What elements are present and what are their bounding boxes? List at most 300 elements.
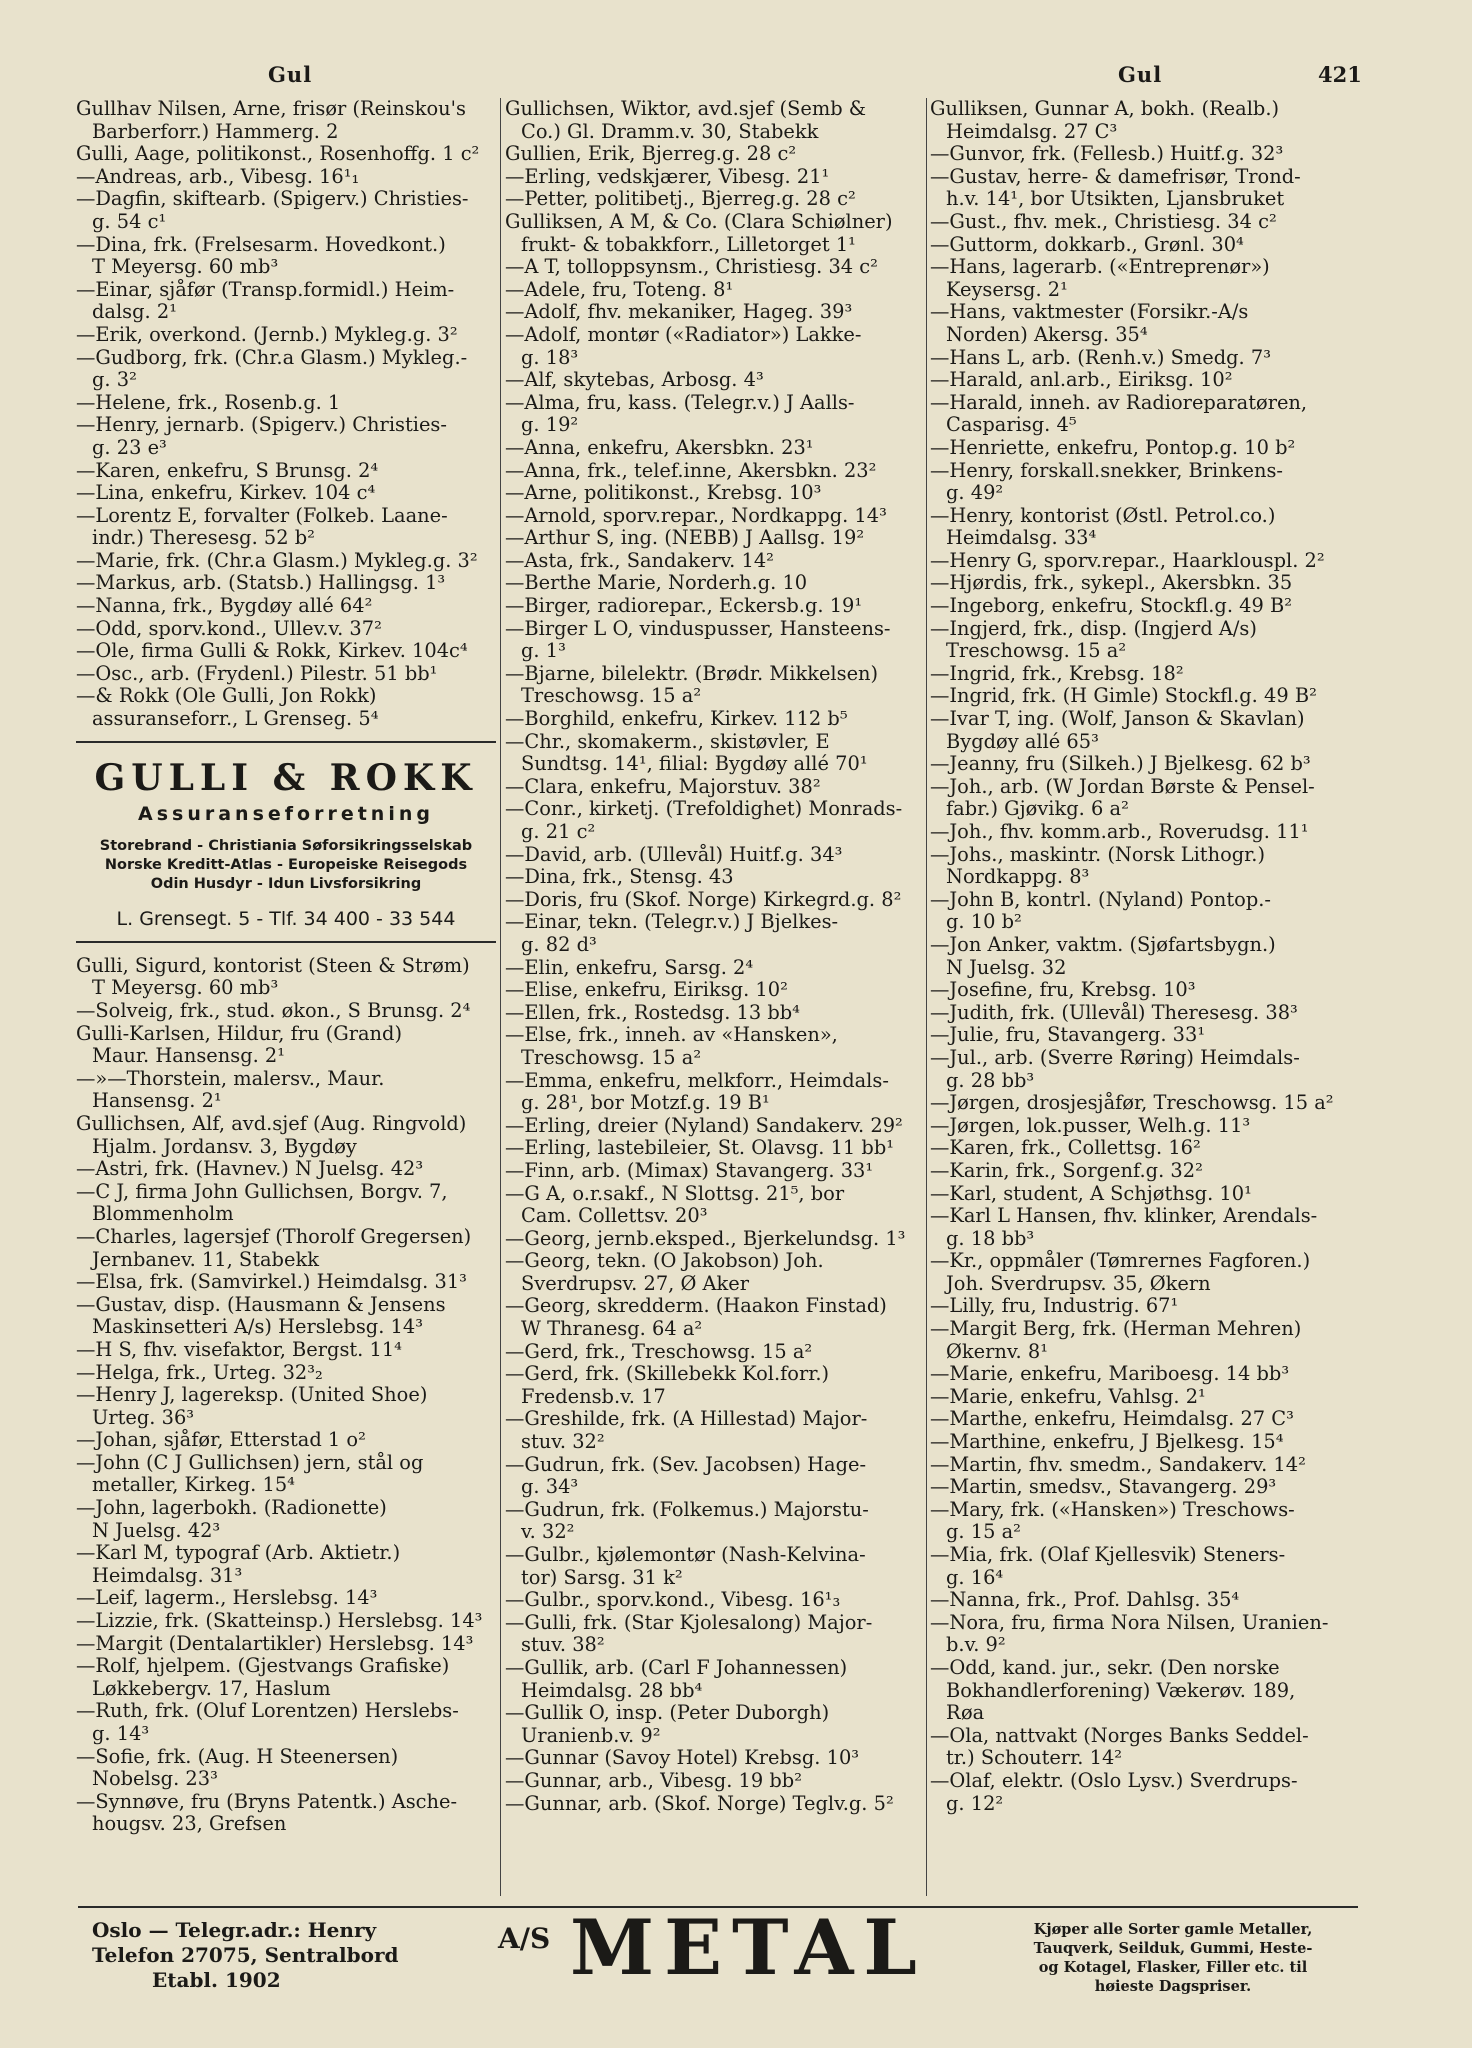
entry-line: —Gunnar (Savoy Hotel) Krebsg. 10³ (505, 1746, 860, 1770)
entry-line: Gullichsen, Wiktor, avd.sjef (Semb & (505, 97, 867, 120)
entry-continuation: Barberforr.) Hammerg. 2 (92, 119, 339, 143)
entry-line: —Ivar T, ing. (Wolf, Janson & Skavlan) (930, 707, 1305, 731)
entry-line: —Ellen, frk., Rostedsg. 13 bb⁴ (505, 1000, 800, 1024)
directory-entry (76, 1587, 496, 1610)
directory-entry (930, 166, 1348, 211)
entry-continuation: g. 19² (521, 413, 579, 437)
directory-entry (505, 98, 925, 143)
entry-continuation: g. 28 bb³ (946, 1068, 1035, 1092)
entry-line: —»—Thorstein, malersv., Maur. (76, 1066, 385, 1090)
entry-line: —Adolf, montør («Radiator») Lakke- (505, 322, 862, 346)
directory-entry (76, 460, 496, 483)
directory-entry (505, 143, 925, 166)
directory-entry (76, 595, 496, 618)
entry-continuation: tr.) Schouterr. 14² (946, 1746, 1123, 1770)
directory-entry (76, 392, 496, 415)
directory-entry (930, 1047, 1348, 1092)
directory-entry (76, 640, 496, 663)
directory-entry (505, 776, 925, 799)
entry-line: —Gunnar, arb. (Skof. Norge) Teglv.g. 5² (505, 1791, 894, 1815)
entry-line: —Jul., arb. (Sverre Røring) Heimdals- (930, 1045, 1300, 1069)
entry-line: —Guttorm, dokkarb., Grønl. 30⁴ (930, 232, 1244, 256)
entry-line: —Dina, frk. (Frelsesarm. Hovedkont.) (76, 232, 446, 256)
directory-entry (505, 1160, 925, 1183)
entry-line: —Johan, sjåfør, Etterstad 1 o² (76, 1428, 366, 1452)
entry-continuation: g. 18 bb³ (946, 1226, 1035, 1250)
entry-line: —Karen, frk., Collettsg. 16² (930, 1136, 1201, 1160)
entry-line: —Olaf, elektr. (Oslo Lysv.) Sverdrups- (930, 1768, 1298, 1792)
directory-entry (505, 866, 925, 889)
entry-line: Gulliksen, A M, & Co. (Clara Schiølner) (505, 209, 893, 233)
entry-line: —Gunnar, arb., Vibesg. 19 bb² (505, 1768, 802, 1792)
directory-entry (505, 437, 925, 460)
directory-entry (505, 188, 925, 211)
directory-entry (505, 663, 925, 708)
directory-entry (930, 256, 1348, 301)
entry-line: —Mary, frk. («Hansken») Treschows- (930, 1497, 1295, 1521)
directory-entry (930, 844, 1348, 889)
column-1 (76, 98, 496, 1836)
entry-line: —Birger, radiorepar., Eckersb.g. 19¹ (505, 594, 863, 618)
entry-continuation: g. 28¹, bor Motzf.g. 19 B¹ (521, 1091, 770, 1115)
footer-services (988, 1920, 1358, 1996)
page-number: 421 (1318, 62, 1362, 87)
entry-continuation: T Meyersg. 60 mb³ (92, 976, 279, 1000)
directory-entry (505, 957, 925, 980)
directory-entry (76, 1000, 496, 1023)
directory-entry (930, 301, 1348, 346)
entry-line: —Arne, politikonst., Krebsg. 10³ (505, 481, 822, 505)
entry-continuation: g. 1³ (521, 639, 566, 663)
entry-line: Gulli, Sigurd, kontorist (Steen & Strøm) (76, 953, 470, 977)
directory-entry (76, 414, 496, 459)
footer-brand: METAL (570, 1903, 927, 1992)
directory-entry (930, 1408, 1348, 1431)
entry-line: —Finn, arb. (Mimax) Stavangerg. 33¹ (505, 1158, 874, 1182)
entry-line: —Gunvor, frk. (Fellesb.) Huitf.g. 32³ (930, 142, 1284, 166)
directory-entry (505, 844, 925, 867)
directory-entry (930, 550, 1348, 573)
entry-continuation: Hjalm. Jordansv. 3, Bygdøy (92, 1134, 357, 1158)
entry-line: —Marthine, enkefru, J Bjelkesg. 15⁴ (930, 1430, 1284, 1454)
entry-line: —Adolf, fhv. mekaniker, Hageg. 39³ (505, 300, 853, 324)
entry-line: —Ola, nattvakt (Norges Banks Seddel- (930, 1723, 1309, 1747)
entry-continuation: Heimdalsg. 33⁴ (946, 526, 1097, 550)
entry-line: —Karen, enkefru, S Brunsg. 2⁴ (76, 458, 379, 482)
ad-contact: L. Grensegt. 5 - Tlf. 34 400 - 33 544 (116, 908, 456, 931)
entry-line: —Erik, overkond. (Jernb.) Mykleg.g. 3² (76, 322, 458, 346)
entry-line: Gullhav Nilsen, Arne, frisør (Reinskou's (76, 97, 466, 120)
directory-entry (930, 98, 1348, 143)
entry-continuation: Maskinsetteri A/s) Herslebsg. 14³ (92, 1315, 423, 1339)
directory-entry (505, 460, 925, 483)
entry-line: Gullien, Erik, Bjerreg.g. 28 c² (505, 142, 797, 166)
directory-entry (76, 324, 496, 347)
entry-line: —Ingjerd, frk., disp. (Ingjerd A/s) (930, 616, 1257, 640)
directory-entry (505, 1499, 925, 1544)
entry-continuation: g. 49² (946, 481, 1004, 505)
directory-entry (76, 347, 496, 392)
entry-line: —Hjørdis, frk., sykepl., Akersbkn. 35 (930, 571, 1293, 595)
directory-entry (930, 1657, 1348, 1725)
directory-entry (505, 798, 925, 843)
directory-entry (930, 1363, 1348, 1386)
metal-advertisement (78, 1903, 1358, 1995)
directory-entry (76, 1791, 496, 1836)
ad-company-line: Odin Husdyr - Idun Livsforsikring (150, 876, 422, 893)
entry-line: —Henry, forskall.snekker, Brinkens- (930, 458, 1283, 482)
directory-entry (930, 685, 1348, 708)
entry-line: —Henry J, lagereksp. (United Shoe) (76, 1383, 428, 1407)
footer-contact (92, 1918, 398, 1993)
directory-entry (930, 618, 1348, 663)
directory-entry (505, 279, 925, 302)
directory-entry (76, 1271, 496, 1294)
directory-entry (930, 1024, 1348, 1047)
directory-entry (76, 1542, 496, 1587)
directory-entry (505, 595, 925, 618)
directory-entry (930, 1137, 1348, 1160)
entry-line: —Elsa, frk. (Samvirkel.) Heimdalsg. 31³ (76, 1270, 467, 1294)
directory-entry (930, 753, 1348, 776)
entry-line: —Erling, vedskjærer, Vibesg. 21¹ (505, 164, 830, 188)
entry-line: —Henry, kontorist (Østl. Petrol.co.) (930, 503, 1276, 527)
entry-line: —Clara, enkefru, Majorstuv. 38² (505, 774, 821, 798)
entry-line: —Martin, smedsv., Stavangerg. 29³ (930, 1475, 1277, 1499)
entry-line: —Hans L, arb. (Renh.v.) Smedg. 7³ (930, 345, 1271, 369)
footer-service-line: høieste Dagspriser. (1094, 1978, 1252, 1995)
entry-line: —Mia, frk. (Olaf Kjellesvik) Steners- (930, 1543, 1286, 1566)
entry-continuation: tor) Sarsg. 31 k² (521, 1565, 683, 1589)
directory-entry (505, 1024, 925, 1069)
entry-line: —Kr., oppmåler (Tømrernes Fagforen.) (930, 1249, 1311, 1273)
entry-line: —Johs., maskintr. (Norsk Lithogr.) (930, 842, 1266, 866)
directory-entry (505, 1137, 925, 1160)
directory-entry (930, 1589, 1348, 1612)
entry-continuation: g. 14³ (92, 1722, 150, 1745)
directory-entry (930, 889, 1348, 934)
entry-line: —Odd, kand. jur., sekr. (Den norske (930, 1655, 1280, 1679)
entry-line: —Nanna, frk., Prof. Dahlsg. 35⁴ (930, 1588, 1240, 1612)
entry-line: —Jon Anker, vaktm. (Sjøfartsbygn.) (930, 932, 1276, 956)
entry-line: —Astri, frk. (Havnev.) N Juelsg. 42³ (76, 1157, 424, 1181)
entry-line: —Margit (Dentalartikler) Herslebsg. 14³ (76, 1631, 474, 1655)
entry-line: —Lina, enkefru, Kirkev. 104 c⁴ (76, 481, 376, 505)
entry-continuation: Uranienb.v. 9² (521, 1723, 661, 1747)
directory-entry (505, 369, 925, 392)
directory-entry (930, 979, 1348, 1002)
entry-continuation: b.v. 9² (946, 1633, 1006, 1657)
directory-entry (76, 1655, 496, 1700)
directory-entry (930, 934, 1348, 979)
entry-line: —Arthur S, ing. (NEBB) J Aallsg. 19² (505, 526, 865, 550)
entry-continuation: W Thranesg. 64 a² (521, 1317, 703, 1341)
entry-continuation: metaller, Kirkeg. 15⁴ (92, 1473, 295, 1497)
entry-continuation: indr.) Theresesg. 52 b² (92, 526, 315, 550)
entry-continuation: Joh. Sverdrupsv. 35, Økern (946, 1271, 1211, 1295)
entry-line: Gulli, Aage, politikonst., Rosenhoffg. 1 c² (76, 142, 480, 166)
entry-continuation: g. 12² (946, 1791, 1004, 1815)
entry-line: —Petter, politibetj., Bjerreg.g. 28 c² (505, 187, 856, 211)
entry-line: —Birger L O, vinduspusser, Hansteens- (505, 616, 891, 640)
entry-line: —Margit Berg, frk. (Herman Mehren) (930, 1317, 1302, 1341)
entry-line: —Gudborg, frk. (Chr.a Glasm.) Mykleg.- (76, 345, 468, 369)
directory-entry (505, 572, 925, 595)
header-right-keyword: Gul (1118, 62, 1163, 87)
entry-continuation: Sverdrupsv. 27, Ø Aker (521, 1271, 750, 1295)
directory-entry (505, 708, 925, 731)
entry-continuation: Økernv. 8¹ (946, 1339, 1048, 1363)
directory-entry (76, 550, 496, 573)
directory-entry (505, 550, 925, 573)
directory-entry (505, 392, 925, 437)
directory-entry (505, 618, 925, 663)
ad-company-line: Norske Kreditt-Atlas - Europeiske Reisegods (104, 857, 468, 874)
entry-continuation: hougsv. 23, Grefsen (92, 1812, 287, 1836)
entry-continuation: Nordkappg. 8³ (946, 865, 1090, 889)
entry-line: —Ingrid, frk., Krebsg. 18² (930, 661, 1184, 685)
footer-service-line: Tauqverk, Seilduk, Gummi, Heste- (1033, 1940, 1313, 1957)
directory-entry (505, 1770, 925, 1793)
entry-line: —Alma, fru, kass. (Telegr.v.) J Aalls- (505, 390, 855, 414)
directory-entry (76, 1384, 496, 1429)
entry-line: —Marie, frk. (Chr.a Glasm.) Mykleg.g. 3² (76, 548, 478, 572)
entry-line: —Hans, vaktmester (Forsikr.-A/s (930, 300, 1249, 324)
entry-line: —Else, frk., inneh. av «Hansken», (505, 1023, 838, 1047)
entry-continuation: Fredensb.v. 17 (521, 1384, 666, 1408)
directory-entry (505, 527, 925, 550)
ad-title: GULLI & ROKK (94, 756, 478, 799)
entry-continuation: g. 10 b² (946, 910, 1022, 934)
ad-company-line: Storebrand - Christiania Søforsikringsselskab (99, 838, 473, 855)
directory-entry (505, 1295, 925, 1340)
directory-entry (930, 234, 1348, 257)
entry-line: —Berthe Marie, Norderh.g. 10 (505, 571, 808, 595)
entry-line: —Leif, lagerm., Herslebsg. 14³ (76, 1586, 378, 1610)
entry-continuation: g. 34³ (521, 1475, 579, 1499)
directory-entry (505, 1228, 925, 1251)
entry-continuation: Bygdøy allé 65³ (946, 729, 1099, 753)
entry-continuation: g. 18³ (521, 345, 579, 369)
entry-line: —Odd, sporv.kond., Ullev.v. 37² (76, 616, 382, 640)
directory-entry (930, 1544, 1348, 1589)
directory-entry (505, 1454, 925, 1499)
directory-entry (930, 1770, 1348, 1815)
entry-continuation: Treschowsg. 15 a² (521, 1045, 702, 1069)
entry-line: —Solveig, frk., stud. økon., S Brunsg. 2⁴ (76, 999, 471, 1022)
column-divider (500, 98, 501, 1896)
entry-line: —Bjarne, bilelektr. (Brødr. Mikkelsen) (505, 661, 879, 685)
directory-entry (930, 1205, 1348, 1250)
entry-line: —Helga, frk., Urteg. 32³₂ (76, 1360, 323, 1384)
directory-entry (505, 301, 925, 324)
entry-continuation: Treschowsg. 15 a² (946, 639, 1127, 663)
directory-entry (930, 1725, 1348, 1770)
directory-entry (76, 98, 496, 143)
directory-entry (505, 324, 925, 369)
directory-entry (76, 482, 496, 505)
entry-line: —Georg, tekn. (O Jakobson) Joh. (505, 1249, 824, 1273)
entry-continuation: dalsg. 2¹ (92, 300, 177, 324)
entry-line: —Jørgen, lok.pusser, Welh.g. 11³ (930, 1113, 1251, 1137)
directory-entry (930, 595, 1348, 618)
directory-entry (505, 1612, 925, 1657)
directory-entry (505, 1793, 925, 1816)
directory-entry (76, 505, 496, 550)
ad-companies (76, 837, 496, 894)
footer-contact-line: Telefon 27075, Sentralbord (92, 1943, 399, 1967)
directory-entry (76, 1700, 496, 1745)
directory-entry (76, 685, 496, 730)
entry-line: —Gullik, arb. (Carl F Johannessen) (505, 1655, 848, 1679)
directory-entry (76, 1429, 496, 1452)
entry-line: —Dina, frk., Stensg. 43 (505, 865, 734, 889)
ad-subtitle: Assuranseforretning (138, 802, 434, 825)
entry-line: —Jeanny, fru (Silkeh.) J Bjelkesg. 62 b³ (930, 752, 1311, 776)
entry-continuation: Cam. Collettsv. 20³ (521, 1204, 708, 1228)
footer-contact-line: Etabl. 1902 (152, 1968, 281, 1992)
directory-entry (505, 1589, 925, 1612)
entry-continuation: Casparisg. 4⁵ (946, 413, 1077, 437)
entry-continuation: g. 54 c¹ (92, 209, 167, 233)
directory-entry (76, 618, 496, 641)
entry-continuation: Co.) Gl. Dramm.v. 30, Stabekk (521, 119, 819, 143)
directory-entry (76, 1497, 496, 1542)
entry-line: —Dagfin, skiftearb. (Spigerv.) Christies- (76, 187, 469, 211)
directory-entry (930, 1431, 1348, 1454)
entry-line: —Alf, skytebas, Arbosg. 4³ (505, 368, 764, 392)
entry-line: —Elise, enkefru, Eiriksg. 10² (505, 978, 788, 1002)
directory-entry (505, 1544, 925, 1589)
directory-entry (505, 731, 925, 776)
entry-line: —Ole, firma Gulli & Rokk, Kirkev. 104c⁴ (76, 639, 468, 663)
directory-entry (930, 1386, 1348, 1409)
directory-entry (930, 1612, 1348, 1657)
entry-line: —Henry G, sporv.repar., Haarklouspl. 2² (930, 548, 1325, 572)
entry-line: —Erling, lastebileier, St. Olavsg. 11 bb¹ (505, 1136, 895, 1160)
directory-entry (505, 1002, 925, 1025)
entry-line: —Anna, frk., telef.inne, Akersbkn. 23² (505, 458, 877, 482)
entry-line: —Gerd, frk., Treschowsg. 15 a² (505, 1339, 813, 1363)
directory-entry (930, 1183, 1348, 1206)
entry-line: —Asta, frk., Sandakerv. 14² (505, 548, 774, 572)
directory-entry (76, 166, 496, 189)
entry-line: —Henriette, enkefru, Pontop.g. 10 b² (930, 435, 1296, 459)
entry-line: —John B, kontrl. (Nyland) Pontop.- (930, 887, 1271, 911)
entry-line: —Gudrun, frk. (Folkemus.) Majorstu- (505, 1497, 869, 1521)
directory-entry (76, 188, 496, 233)
entry-continuation: stuv. 38² (521, 1633, 605, 1657)
entry-continuation: Jernbanev. 11, Stabekk (92, 1247, 319, 1271)
directory-entry (505, 211, 925, 256)
entry-continuation: T Meyersg. 60 mb³ (92, 255, 279, 279)
directory-entry (505, 505, 925, 528)
directory-entry (76, 1610, 496, 1633)
entry-line: —Ruth, frk. (Oluf Lorentzen) Herslebs- (76, 1699, 459, 1723)
directory-entry (76, 572, 496, 595)
entry-line: —Ingeborg, enkefru, Stockfl.g. 49 B² (930, 594, 1293, 618)
entry-continuation: assuranseforr., L Grenseg. 5⁴ (92, 707, 379, 731)
directory-entry (76, 1158, 496, 1181)
entry-continuation: g. 15 a² (946, 1520, 1021, 1544)
directory-entry (930, 1250, 1348, 1295)
entry-continuation: Heimdalsg. 28 bb⁴ (521, 1678, 703, 1702)
entry-continuation: N Juelsg. 32 (946, 955, 1067, 979)
entry-continuation: Blommenholm (92, 1202, 234, 1226)
entry-line: —Gulbr., sporv.kond., Vibesg. 16¹₃ (505, 1588, 841, 1612)
directory-entry (76, 1339, 496, 1362)
entry-continuation: stuv. 32² (521, 1430, 605, 1454)
directory-entry (930, 1160, 1348, 1183)
entry-line: —Jørgen, drosjesjåfør, Treschowsg. 15 a² (930, 1091, 1334, 1115)
entry-line: —David, arb. (Ullevål) Huitf.g. 34³ (505, 842, 843, 866)
entry-continuation: Røa (946, 1701, 985, 1725)
directory-entry (930, 1476, 1348, 1499)
entry-line: Gulli-Karlsen, Hildur, fru (Grand) (76, 1021, 403, 1045)
directory-entry (76, 234, 496, 279)
directory-entry (930, 1115, 1348, 1138)
directory-entry (76, 1181, 496, 1226)
entry-line: —Arnold, sporv.repar., Nordkappg. 14³ (505, 503, 887, 527)
entry-line: —Georg, skredderm. (Haakon Finstad) (505, 1294, 887, 1318)
directory-entry (76, 663, 496, 686)
entry-continuation: g. 82 d³ (521, 932, 597, 956)
entry-continuation: v. 32² (521, 1520, 575, 1544)
directory-entry (505, 256, 925, 279)
directory-entry (930, 663, 1348, 686)
entry-line: —Lilly, fru, Industrig. 67¹ (930, 1294, 1179, 1318)
directory-entry (76, 1068, 496, 1113)
entry-line: —Erling, dreier (Nyland) Sandakerv. 29² (505, 1113, 903, 1137)
directory-entry (505, 1070, 925, 1115)
entry-line: —Gustav, herre- & damefrisør, Trond- (930, 164, 1301, 188)
entry-line: —Greshilde, frk. (A Hillestad) Major- (505, 1407, 868, 1431)
directory-entry (930, 460, 1348, 505)
footer-as-mark: A/S (498, 1922, 551, 1955)
entry-line: —Nanna, frk., Bygdøy allé 64² (76, 594, 373, 618)
entry-line: —Lizzie, frk. (Skatteinsp.) Herslebsg. 14³ (76, 1609, 483, 1633)
entry-continuation: Keysersg. 2¹ (946, 277, 1068, 301)
entry-line: —Ingrid, frk. (H Gimle) Stockfl.g. 49 B² (930, 684, 1317, 708)
directory-entry (930, 572, 1348, 595)
entry-line: —Einar, tekn. (Telegr.v.) J Bjelkes- (505, 910, 839, 934)
directory-entry (505, 1363, 925, 1408)
entry-continuation: Bokhandlerforening) Vækerøv. 189, (946, 1678, 1296, 1702)
entry-line: —Anna, enkefru, Akersbkn. 23¹ (505, 435, 814, 459)
entry-line: —Borghild, enkefru, Kirkev. 112 b⁵ (505, 707, 848, 731)
entry-line: —Marie, enkefru, Vahlsg. 2¹ (930, 1384, 1206, 1408)
directory-entry (930, 1454, 1348, 1477)
directory-entry (930, 369, 1348, 392)
entry-line: —Doris, fru (Skof. Norge) Kirkegrd.g. 8² (505, 887, 902, 911)
entry-line: —Harald, inneh. av Radioreparatøren, (930, 390, 1308, 414)
directory-entry (76, 1023, 496, 1068)
entry-continuation: Urteg. 36³ (92, 1405, 195, 1429)
entry-continuation: Hansensg. 2¹ (92, 1089, 222, 1113)
entry-line: —& Rokk (Ole Gulli, Jon Rokk) (76, 684, 377, 708)
directory-entry (930, 211, 1348, 234)
column-divider (926, 98, 927, 1896)
directory-entry (930, 143, 1348, 166)
entry-line: Gulliksen, Gunnar A, bokh. (Realb.) (930, 97, 1280, 120)
column-3 (930, 98, 1348, 1815)
entry-line: —Andreas, arb., Vibesg. 16¹₁ (76, 164, 360, 188)
entry-line: —Georg, jernb.eksped., Bjerkelundsg. 1³ (505, 1226, 906, 1250)
entry-line: —Karl, student, A Schjøthsg. 10¹ (930, 1181, 1252, 1205)
entry-continuation: g. 16⁴ (946, 1565, 1004, 1589)
directory-entry (505, 1747, 925, 1770)
directory-entry (505, 166, 925, 189)
